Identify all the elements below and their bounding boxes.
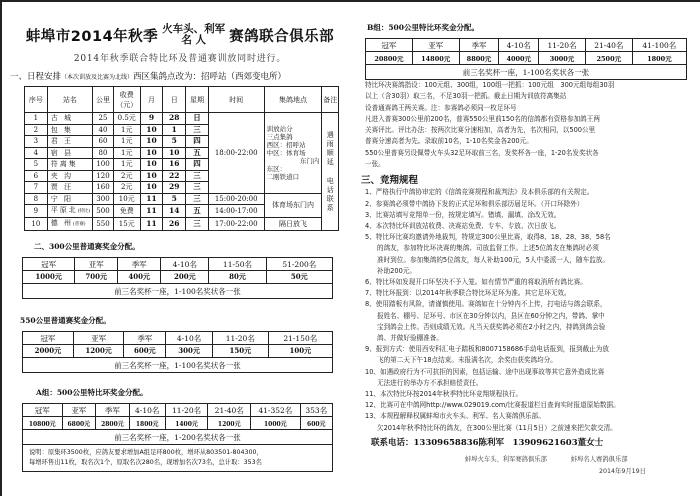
rule-item [365, 411, 699, 433]
station-name [47, 218, 92, 231]
station-label: 宁 阳 [50, 194, 73, 203]
title-left: 蚌埠市2014年秋季 [25, 28, 159, 45]
distance-km: 500 [93, 205, 114, 218]
location-line: 西区：招呼站 [266, 140, 306, 149]
day: 26 [163, 218, 186, 231]
fee: 1元 [113, 124, 140, 136]
day: 1 [163, 124, 186, 136]
weekday: 五 [186, 205, 209, 218]
prize-value: 1800元 [632, 52, 686, 65]
schedule-header-row [25, 87, 339, 113]
distance-km: 60 [93, 136, 114, 148]
prize-header: 亚军 [73, 332, 124, 345]
rule-text: 8、使用踏板有风险，请谨慎使用。赛鸽如在十分钟内不上传，打电话与鸽会联系， [365, 300, 607, 309]
day: 5 [163, 193, 186, 205]
distance-km: 160 [93, 182, 114, 194]
remark-char: 联 [326, 194, 334, 203]
distance-km: 100 [93, 159, 114, 171]
right-column [357, 8, 699, 475]
gathering-location: 体育场东门内 [264, 193, 322, 218]
station-name [47, 170, 92, 182]
row-number: 6 [25, 170, 48, 182]
prize-footer-row [23, 358, 333, 373]
row-number: 2 [25, 124, 48, 136]
rule-item [365, 277, 699, 288]
note-line: 以上（含30羽）取三名，不足30羽一把抓。截止日期为训放符离集站 [365, 92, 567, 101]
rule-item [365, 344, 699, 366]
fee: 免费 [113, 205, 140, 218]
title-clubs-bottom: 名 人 [181, 34, 206, 46]
fee: 2元 [113, 170, 140, 182]
rule-item [365, 199, 699, 210]
prize-value: 6800元 [62, 417, 96, 430]
schedule-table [24, 86, 339, 231]
rule-item [365, 221, 699, 232]
weekday: 五 [186, 147, 209, 159]
distance-km: 40 [93, 124, 114, 136]
note-line: 普赛分速高者为先。录取前10名，1-10名奖金各200元。 [365, 137, 533, 146]
note-line: 550公里普赛另设佩带火车头32足环取前三名，发奖杯各一座，1-20名发奖状各 [365, 148, 599, 157]
station-name [47, 159, 92, 171]
row-number: 8 [25, 193, 48, 205]
prize-header: 51-200名 [266, 258, 332, 271]
prize-a-note-line: 每增环售出11枚，取名次1个，原取名次280名，现增加名次73名，总计取：353名 [29, 459, 262, 466]
distance-km: 120 [93, 170, 114, 182]
rule-text: 2、参赛鸽必须带中鸽协下发的正式足环和俱乐部历届足环。（开口环除外） [365, 199, 584, 208]
prize-header: 41-352名 [251, 404, 300, 417]
rule-text: 5、特比环比赛均邀请外地裁判，特规定300公里比赛，取得8、18、28、38、58名 [365, 233, 611, 242]
col-header: 序号 [25, 87, 48, 113]
prize-300-heading: 二、300公里普通赛奖金分配。 [34, 242, 140, 251]
prize-value: 400元 [118, 271, 161, 284]
prize-value: 1000元 [23, 271, 75, 284]
distance-km: 80 [93, 147, 114, 159]
station-name [47, 205, 92, 218]
prize-footer: 前三名奖杯一座，1-100名奖状各一张 [366, 65, 687, 80]
note-line: 关赛评比。评比办法：按两次比赛分速相加，高者为先，名次相同，以500公里 [365, 126, 596, 135]
weekday: 日 [186, 113, 209, 125]
prize-a-heading: A组：500公里特比环奖金分配。 [36, 388, 148, 397]
col-header: 日 [163, 87, 186, 113]
prize-550-table [22, 331, 333, 373]
prize-header: 冠军 [366, 39, 413, 52]
station-name [47, 136, 92, 148]
rule-text: 7、特比环报到：以2014年秋季联合特比环足环为准。其它足环无效。 [365, 289, 571, 298]
day: 22 [163, 170, 186, 182]
prize-value: 4000元 [499, 52, 539, 65]
station-label: 古 城 [50, 114, 73, 123]
rule-item [365, 299, 699, 344]
weekday: 三 [186, 124, 209, 136]
prize-footer-row [366, 65, 687, 80]
station-label: 君 王 [50, 137, 73, 146]
rules-list [365, 187, 699, 433]
month: 11 [140, 205, 163, 218]
document-title [10, 20, 350, 50]
station-name [47, 182, 92, 194]
rule-text: 9、报到方式：使用西安科汇电子踏板和8007158686手动电话报到，报到截止为放 [365, 345, 609, 354]
fee: 10元 [113, 193, 140, 205]
time-slot: 17:00-22:00 [208, 218, 264, 231]
prize-header: 季军 [124, 332, 166, 345]
prize-header: 4-10名 [161, 258, 209, 271]
station-name [47, 113, 92, 125]
fee: 0.5元 [113, 113, 140, 125]
title-clubs [162, 24, 225, 46]
row-number: 7 [25, 182, 48, 194]
month: 9 [140, 113, 163, 125]
schedule-heading-tail: 西区集鸽点改为：招呼站（西郊变电所） [133, 72, 287, 82]
fee: 2元 [113, 182, 140, 194]
rule-text: 4、本次特比环训放站收费、决赛站免费、专车、专放、次日放飞。 [365, 221, 561, 230]
month: 11 [140, 193, 163, 205]
time-slot: 18:00-22:00 [208, 113, 264, 194]
schedule-heading-note: （本次训放及比赛为北线） [61, 74, 134, 81]
prize-header: 4-10名 [129, 404, 165, 417]
station-name [47, 147, 92, 159]
col-header: 备注 [322, 87, 339, 113]
station-name [47, 193, 92, 205]
prize-header-row [23, 258, 333, 271]
month: 10 [140, 136, 163, 148]
prize-value-row [23, 345, 333, 358]
rule-text: 10、如遇政府行为不可抗拒的因素，包括运输、途中出现事故等其它意外造成比赛 [365, 367, 605, 376]
rule-continuation: 鸽、并做好验棚准备。 [377, 334, 443, 343]
prize-value: 1400元 [165, 417, 208, 430]
col-header: 月 [140, 87, 163, 113]
schedule-heading-main: 一、日程安排 [10, 72, 62, 82]
prize-value: 2000元 [23, 345, 74, 358]
schedule-row [25, 193, 339, 205]
prize-value-row [23, 271, 333, 284]
location-line: 二刚铁道口 [266, 172, 300, 181]
title-right: 赛鸽联合俱乐部 [229, 28, 335, 45]
rule-continuation: 宝到鸽会上传。否则成绩无效。凡当天获奖鸽必须在2小时之内，持鸽到鸽会验 [377, 322, 606, 331]
prize-a-note-line: 说明：原集环3500枚，应鸽友要求增加A组足环800枚，增环从803501-804300， [29, 449, 263, 456]
prize-value: 50元 [266, 271, 332, 284]
remark-char: 延 [326, 157, 334, 166]
prize-header: 亚军 [412, 39, 459, 52]
prize-header: 21-150名 [268, 332, 332, 345]
prize-footer: 前三名奖杯一座，1-100名奖状各一张 [23, 284, 333, 299]
station-label: 夹 沟 [50, 171, 73, 180]
prize-value: 1200元 [208, 417, 251, 430]
rule-continuation: 准时到位。参加集鸽的5位鸽友，每人补助100元，5人中委派一人，随车监放。 [377, 255, 609, 264]
rule-item [365, 400, 699, 411]
prize-value: 80元 [209, 271, 266, 284]
prize-header: 353名 [300, 404, 332, 417]
prize-footer: 前三名奖杯一座，1-100名奖状各一张 [23, 358, 333, 373]
rule-continuation: 补助200元。 [377, 266, 416, 275]
prize-value: 100元 [268, 345, 332, 358]
col-header: 公里 [93, 87, 114, 113]
gathering-location: 隔日放飞 [264, 218, 322, 231]
rule-item [365, 288, 699, 299]
time-slot: 15:00-20:00 [208, 193, 264, 205]
prize-a-table [22, 403, 333, 445]
fee: 1元 [113, 136, 140, 148]
day: 28 [163, 113, 186, 125]
station-tag: (特比) [77, 209, 91, 214]
note-line: 凡进入普赛300公里前200名，普赛550公里前150名的信鸽都有资格参加鸽王两 [365, 114, 600, 123]
prize-header: 亚军 [75, 258, 118, 271]
prize-a-note [22, 445, 333, 472]
prize-value: 300元 [166, 345, 213, 358]
time-slot: 14:00-17:00 [208, 205, 264, 218]
prize-550-heading: 550公里普通赛奖金分配。 [20, 316, 111, 325]
col-header: 星期 [186, 87, 209, 113]
month: 10 [140, 147, 163, 159]
signature-org-2: 蚌埠名人赛鸽俱乐部 [570, 455, 628, 463]
signature-date: 2014年9月19日 [599, 467, 646, 475]
signature-org-1: 蚌埠火车头、利军赛鸽俱乐部 [465, 455, 547, 463]
prize-header: 亚军 [62, 404, 96, 417]
distance-km: 25 [93, 113, 114, 125]
remark-char: 顺 [326, 148, 334, 157]
row-number: 10 [25, 218, 48, 231]
rule-continuation: 报姓名、棚号、足环号、市区在30分钟以内，县区在60分钟之内，带鸽、掌中 [377, 311, 605, 320]
prize-b-table [365, 38, 687, 80]
prize-value: 150元 [212, 345, 268, 358]
prize-value: 200元 [161, 271, 209, 284]
weekday: 三 [186, 170, 209, 182]
rule-item [365, 232, 699, 277]
rules-heading: 三、竞翔规程 [361, 175, 419, 187]
day: 5 [163, 136, 186, 148]
note-line: 特比环决赛鸽指设：100元组、300组，100组一把抓：100元组 300元组每组30羽 [365, 81, 615, 89]
prize-b-heading: B组：500公里特比环奖金分配。 [367, 23, 479, 32]
remark-char: 电 [326, 176, 334, 185]
day: 29 [163, 182, 186, 194]
prize-footer-row [23, 284, 333, 299]
fee: 1元 [113, 147, 140, 159]
station-name [47, 124, 92, 136]
prize-header-row [23, 404, 333, 417]
prize-header: 11-20名 [212, 332, 268, 345]
row-number: 5 [25, 159, 48, 171]
day: 10 [163, 147, 186, 159]
col-header: 集鸽地点 [264, 87, 322, 113]
remark-char [323, 167, 337, 177]
station-label: 包 集 [50, 125, 73, 134]
prize-header: 41-100名 [632, 39, 686, 52]
location-line: 训放站分 [266, 124, 293, 133]
rule-item [365, 389, 699, 400]
prize-footer-row [23, 430, 333, 445]
gathering-location [264, 113, 322, 194]
prize-header: 4-10名 [499, 39, 539, 52]
month: 11 [140, 218, 163, 231]
prize-value: 14800元 [412, 52, 459, 65]
prize-value: 10800元 [23, 417, 63, 430]
row-number: 9 [25, 205, 48, 218]
rule-item [365, 367, 699, 389]
distance-km: 550 [93, 218, 114, 231]
rule-continuation: 无法进行的举办方不承担赔偿责任。 [377, 378, 483, 387]
subtitle: 2014年秋季联合特比环及普通赛训放同时进行。 [73, 54, 287, 64]
prize-header: 21-40名 [585, 39, 632, 52]
prize-value: 1200元 [73, 345, 124, 358]
prize-value: 1000元 [251, 417, 300, 430]
schedule-row [25, 218, 339, 231]
weekday: 四 [186, 136, 209, 148]
prize-header-row [366, 39, 687, 52]
col-header: 站名 [47, 87, 92, 113]
rule-text: 3、比赛站填写竞翔单一份，按规定填写。错填、漏填、涂改无效。 [365, 210, 561, 219]
prize-header: 4-10名 [166, 332, 213, 345]
remark-char: 遇 [326, 130, 334, 139]
location-line: 中区：体育场 [266, 148, 306, 157]
title-clubs-top: 火车头、利军 [162, 23, 226, 35]
prize-header-row [23, 332, 333, 345]
col-header: 收费（元） [113, 87, 140, 113]
month: 10 [140, 159, 163, 171]
month: 10 [140, 170, 163, 182]
prize-header: 季军 [96, 404, 130, 417]
fee: 15元 [113, 218, 140, 231]
distance-km: 300 [93, 193, 114, 205]
rule-item [365, 210, 699, 221]
weekday: 四 [186, 159, 209, 171]
day: 16 [163, 159, 186, 171]
rule-text: 13、本规程解释权属蚌埠市火车头、利军、名人赛鸽俱乐部。 [365, 412, 545, 421]
month: 10 [140, 124, 163, 136]
rule-continuation: 欠2014年秋季特比环的鸽友，在300公里比赛（11月5日）之前速来把欠款交清。 [377, 423, 617, 432]
row-number: 4 [25, 147, 48, 159]
rule-continuation: 的鸽友，参加特比环决赛的集鸽、司放监督工作。上述5位鸽友在集鸽时必须 [377, 244, 599, 253]
row-number: 3 [25, 136, 48, 148]
prize-value: 2500元 [585, 52, 632, 65]
prize-header: 季军 [459, 39, 499, 52]
month: 10 [140, 182, 163, 194]
rule-text: 1、严格执行中鸽协审定的《信鸽竞赛规程和裁判法》及本俱乐部的有关规定。 [365, 188, 594, 197]
signature [465, 454, 699, 463]
weekday: 三 [186, 193, 209, 205]
station-label: 贾 汪 [50, 183, 73, 192]
day: 14 [163, 205, 186, 218]
row-number: 1 [25, 113, 48, 125]
station-label: 德 州 [50, 219, 73, 227]
prize-header: 冠军 [23, 404, 63, 417]
prize-header: 11-20名 [165, 404, 208, 417]
prize-value: 3000元 [539, 52, 586, 65]
prize-footer: 前三名奖杯一座，1-200名奖状各一张 [23, 430, 333, 445]
remark-char: 雨 [326, 139, 334, 148]
schedule-row [25, 113, 339, 125]
station-label: 宿 县 [50, 148, 73, 157]
contact-phone: 联系电话：13309658836陈利军 13909621603董女士 [371, 437, 604, 448]
prize-header: 季军 [118, 258, 161, 271]
left-column [10, 8, 350, 472]
location-line: 东门内 [299, 156, 320, 165]
prize-value-row [23, 417, 333, 430]
location-line: 三点集鸽 [266, 132, 293, 141]
rule-continuation: 飞的第二天下午18点结束。未报满名次，余奖由获奖鸽均分。 [377, 356, 557, 365]
note-line: 一张。 [365, 160, 385, 169]
note-line: 设普通赛鸽王两关赛。注：参赛鸽必须同一枚足环号 [365, 103, 517, 112]
station-label: 平原北 [50, 206, 78, 214]
station-tag: (普赛) [72, 222, 86, 227]
prize-value: 8800元 [459, 52, 499, 65]
rule-text: 6、特比环如发现开口环坚决不予入笼。如有情节严重的将取消所有鸽比赛。 [365, 278, 587, 286]
rule-text: 12、比赛可在中鸽网http://www.029019.com/比赛报道栏目查询实时报道原始数据。 [365, 401, 620, 410]
location-line: 东区： [266, 164, 287, 173]
prize-value: 20800元 [366, 52, 413, 65]
remarks [322, 113, 339, 231]
notes-block [365, 80, 699, 170]
rule-text: 11、本次特比环按2014年秋季特比环竞翔规程执行。 [365, 390, 523, 399]
prize-value: 600元 [300, 417, 332, 430]
fee: 1元 [113, 159, 140, 171]
prize-300-table [22, 257, 333, 299]
col-header: 时间 [208, 87, 264, 113]
prize-header: 11-50名 [209, 258, 266, 271]
prize-value: 1800元 [129, 417, 165, 430]
prize-value: 600元 [124, 345, 166, 358]
prize-value: 2800元 [96, 417, 130, 430]
remark-char: 话 [326, 185, 334, 194]
prize-value: 700元 [75, 271, 118, 284]
remark-char: 系 [326, 203, 334, 212]
prize-header: 11-20名 [539, 39, 586, 52]
rule-item [365, 187, 699, 198]
weekday: 三 [186, 218, 209, 231]
prize-header: 冠军 [23, 332, 74, 345]
prize-value-row [366, 52, 687, 65]
schedule-heading [10, 70, 350, 82]
prize-header: 21-40名 [208, 404, 251, 417]
station-label: 符离集 [50, 160, 78, 169]
prize-header: 冠军 [23, 258, 75, 271]
weekday: 三 [186, 182, 209, 194]
